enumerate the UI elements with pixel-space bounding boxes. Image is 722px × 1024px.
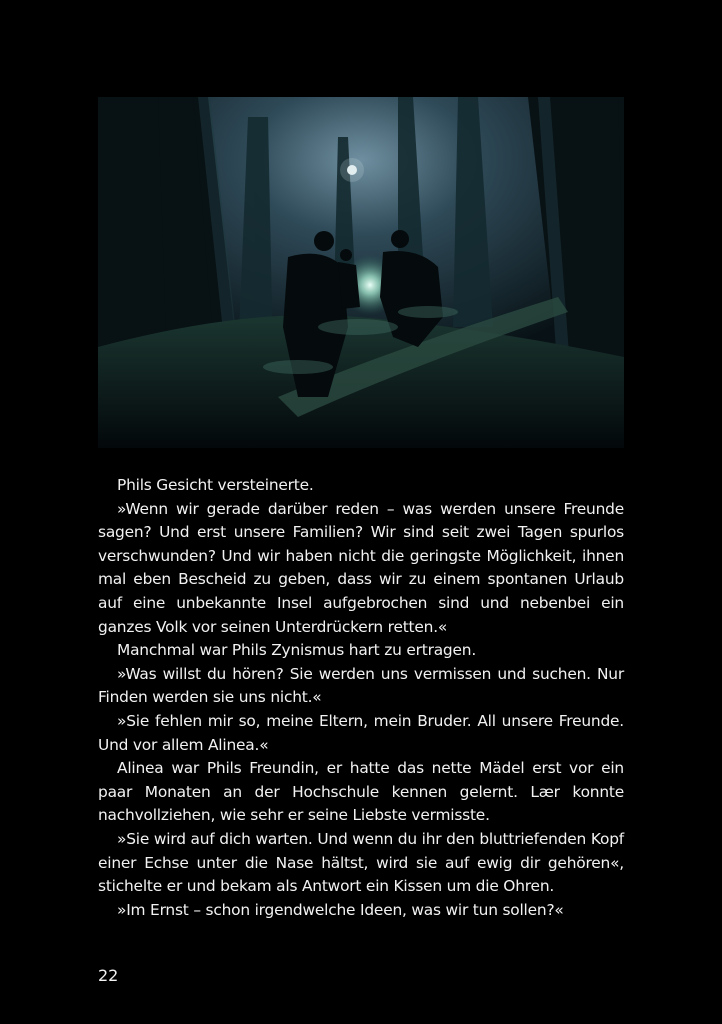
- body-text: [98, 474, 624, 922]
- paragraph: Manchmal war Phils Zynismus hart zu ertragen.: [117, 641, 477, 660]
- paragraph: »Sie fehlen mir so, meine Eltern, mein Bruder. All unsere Freunde. Und vor allem Alinea.«: [98, 711, 624, 754]
- forest-night-scene-icon: [98, 97, 624, 448]
- paragraph: »Sie wird auf dich warten. Und wenn du ihr den bluttriefenden Kopf einer Echse unter die Nase hältst, wird sie auf ewig dir gehören«, stichelte er und bekam als Antwort ein Kissen um die Ohren.: [98, 829, 624, 896]
- paragraph: Alinea war Phils Freundin, er hatte das nette Mädel erst vor ein paar Monaten an der Hochschule kennen gelernt. Lær konnte nachvollziehen, wie sehr er seine Liebste vermisste.: [98, 759, 624, 825]
- page-number: 22: [98, 966, 119, 985]
- paragraph: »Im Ernst – schon irgendwelche Ideen, was wir tun sollen?«: [117, 900, 564, 919]
- forest-illustration: [98, 97, 624, 448]
- paragraph: Phils Gesicht versteinerte.: [117, 476, 314, 494]
- paragraph: »Was willst du hören? Sie werden uns vermissen und suchen. Nur Finden werden sie uns nicht.«: [98, 664, 624, 707]
- paragraph: »Wenn wir gerade darüber reden – was werden unsere Freunde sagen? Und erst unsere Familien? Wir sind seit zwei Tagen spurlos verschwunden? Und wir haben nicht die geringste Möglichkeit, ihnen mal eben Bescheid zu geben, dass wir zu einem spontanen Urlaub auf eine unbekannte Insel aufgebrochen sind und nebenbei ein ganzes Volk vor seinen Unterdrückern retten.«: [98, 499, 624, 636]
